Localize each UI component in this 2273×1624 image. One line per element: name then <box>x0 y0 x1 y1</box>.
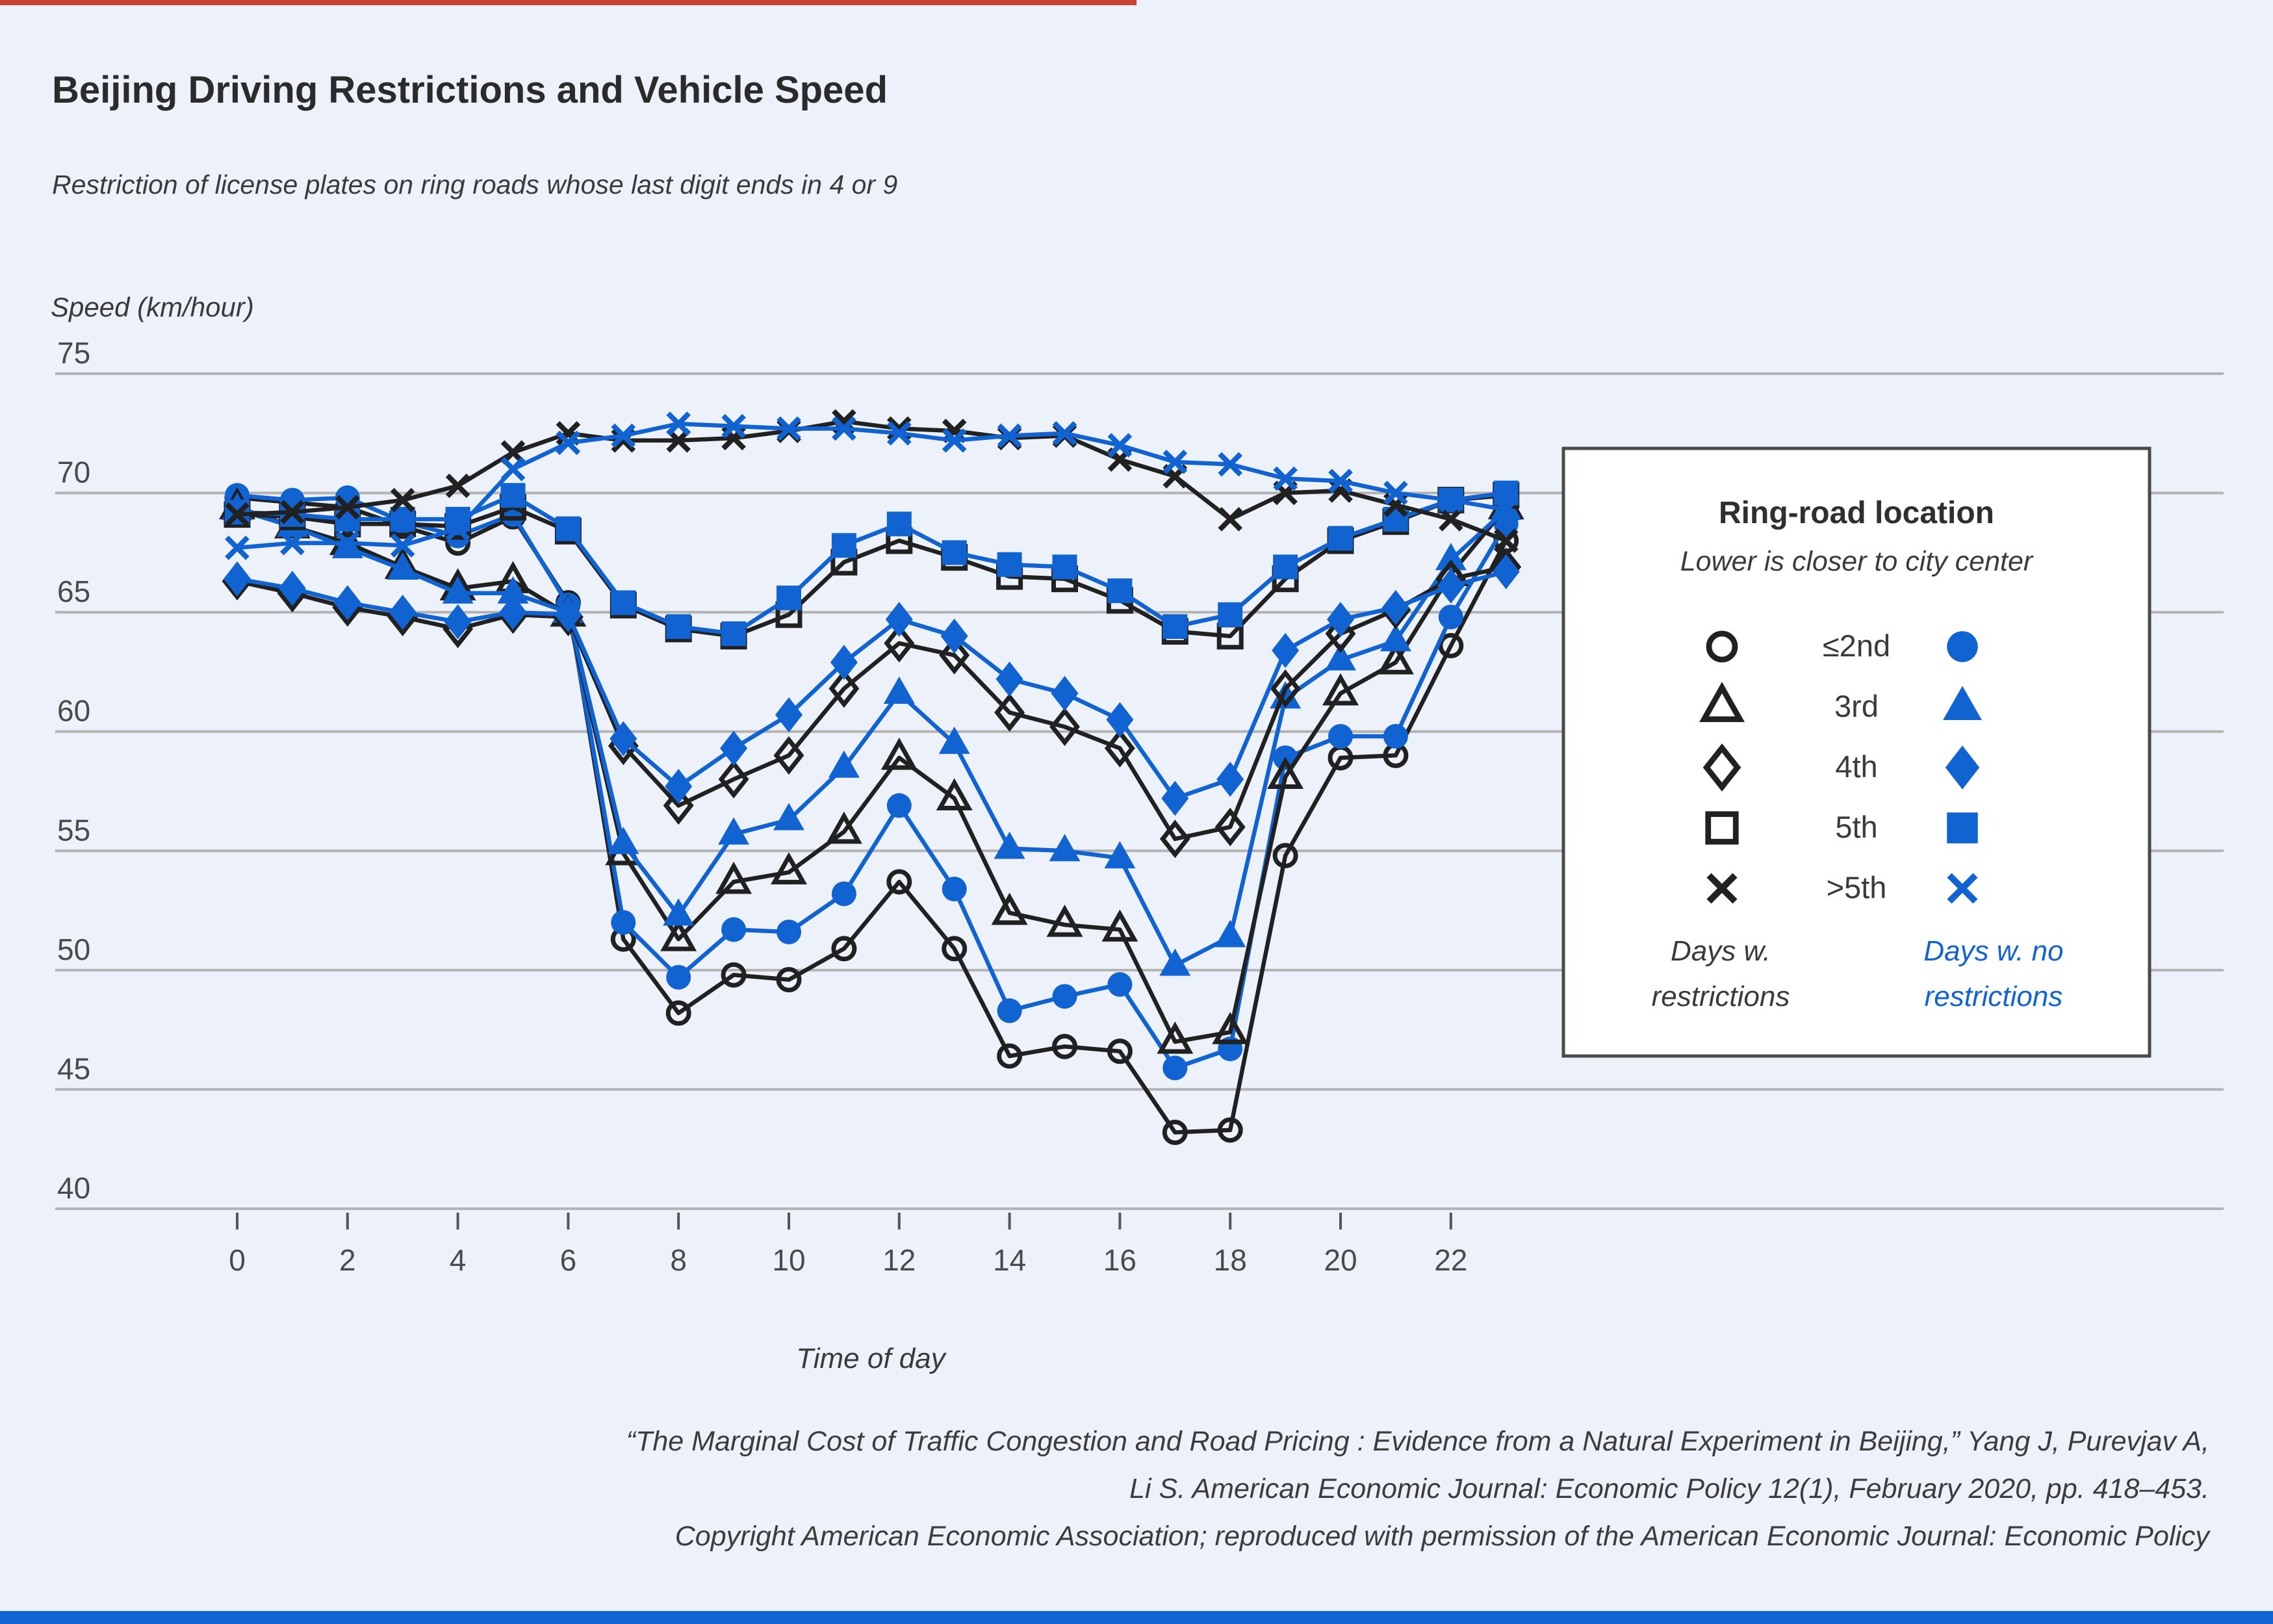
legend-row-label: 3rd <box>1834 689 1879 723</box>
legend-caption-unrestricted: Days w. no <box>1923 935 2064 967</box>
circle-filled-marker <box>1947 631 1978 662</box>
square-filled-marker <box>777 586 801 610</box>
x-tick-label-10: 10 <box>772 1243 806 1277</box>
circle-filled-marker <box>1328 724 1353 749</box>
circle-filled-marker <box>777 920 801 944</box>
y-tick-label-50: 50 <box>57 932 91 966</box>
square-filled-marker <box>721 621 746 646</box>
x-tick-label-4: 4 <box>449 1243 467 1277</box>
footer-line-1: “The Marginal Cost of Traffic Congestion and Road Pricing : Evidence from a Natural Experiment in Beijing,” Yang J, Purevjav A, <box>626 1426 2209 1457</box>
square-filled-marker <box>997 552 1022 577</box>
x-tick-label-22: 22 <box>1434 1243 1468 1277</box>
page-title: Beijing Driving Restrictions and Vehicle Speed <box>52 69 888 111</box>
top-accent-bar <box>0 0 1136 5</box>
circle-filled-marker <box>611 910 636 934</box>
y-tick-label-45: 45 <box>57 1051 91 1086</box>
footer-line-2: Li S. American Economic Journal: Economic Policy 12(1), February 2020, pp. 418–453. <box>1129 1473 2209 1504</box>
square-filled-marker <box>1053 554 1077 579</box>
square-filled-marker <box>501 483 526 508</box>
y-tick-label-55: 55 <box>57 813 91 847</box>
x-tick-label-14: 14 <box>993 1243 1027 1277</box>
square-filled-marker <box>666 614 691 639</box>
legend-row-label: 4th <box>1835 749 1878 784</box>
circle-filled-marker <box>1383 724 1408 749</box>
square-filled-marker <box>1947 812 1978 844</box>
x-tick-label-16: 16 <box>1103 1243 1136 1277</box>
x-tick-label-0: 0 <box>229 1243 246 1277</box>
square-filled-marker <box>1107 578 1132 603</box>
legend-subtitle: Lower is closer to city center <box>1680 546 2033 577</box>
y-axis-title: Speed (km/hour) <box>51 292 254 322</box>
square-filled-marker <box>942 540 967 565</box>
y-tick-label-60: 60 <box>57 693 91 728</box>
x-tick-label-8: 8 <box>670 1243 687 1277</box>
y-tick-label-40: 40 <box>57 1170 91 1205</box>
y-tick-label-70: 70 <box>57 455 91 489</box>
y-tick-label-65: 65 <box>57 574 91 609</box>
x-tick-label-20: 20 <box>1324 1243 1357 1277</box>
circle-filled-marker <box>1053 984 1077 1009</box>
circle-filled-marker <box>942 877 967 901</box>
legend-row-label: ≤2nd <box>1822 628 1891 663</box>
square-filled-marker <box>887 511 912 536</box>
legend-title: Ring-road location <box>1719 496 1994 530</box>
square-filled-marker <box>611 590 636 615</box>
legend-marker-unrestricted <box>1947 631 1978 662</box>
x-tick-label-2: 2 <box>339 1243 356 1277</box>
legend <box>1563 448 2150 1056</box>
x-axis-title: Time of day <box>796 1343 945 1374</box>
square-filled-marker <box>1218 602 1242 627</box>
square-filled-marker <box>556 517 580 541</box>
x-tick-label-12: 12 <box>882 1243 916 1277</box>
legend-caption-unrestricted: restrictions <box>1924 981 2063 1012</box>
y-tick-label-75: 75 <box>57 336 91 370</box>
circle-filled-marker <box>1162 1055 1187 1080</box>
circle-filled-marker <box>832 881 856 906</box>
square-filled-marker <box>832 533 856 558</box>
square-filled-marker <box>1328 526 1353 550</box>
square-filled-marker <box>1162 614 1187 639</box>
legend-caption-restricted: Days w. <box>1670 935 1771 967</box>
page-subtitle: Restriction of license plates on ring roads whose last digit ends in 4 or 9 <box>52 170 898 200</box>
circle-filled-marker <box>887 793 912 818</box>
circle-filled-marker <box>721 917 746 942</box>
legend-caption-restricted: restrictions <box>1651 981 1790 1012</box>
circle-filled-marker <box>997 998 1022 1023</box>
circle-filled-marker <box>1107 972 1132 997</box>
circle-filled-marker <box>666 965 691 990</box>
square-filled-marker <box>1273 554 1298 579</box>
circle-filled-marker <box>1439 604 1463 629</box>
footer-line-3: Copyright American Economic Association; reproduced with permission of the American Economic Journal: Economic Policy <box>674 1521 2209 1552</box>
legend-row-label: 5th <box>1835 810 1878 844</box>
legend-marker-unrestricted <box>1947 812 1978 844</box>
x-tick-label-6: 6 <box>559 1243 577 1277</box>
legend-row-label: >5th <box>1826 870 1887 905</box>
bottom-accent-bar <box>0 1611 2273 1624</box>
x-tick-label-18: 18 <box>1213 1243 1247 1277</box>
